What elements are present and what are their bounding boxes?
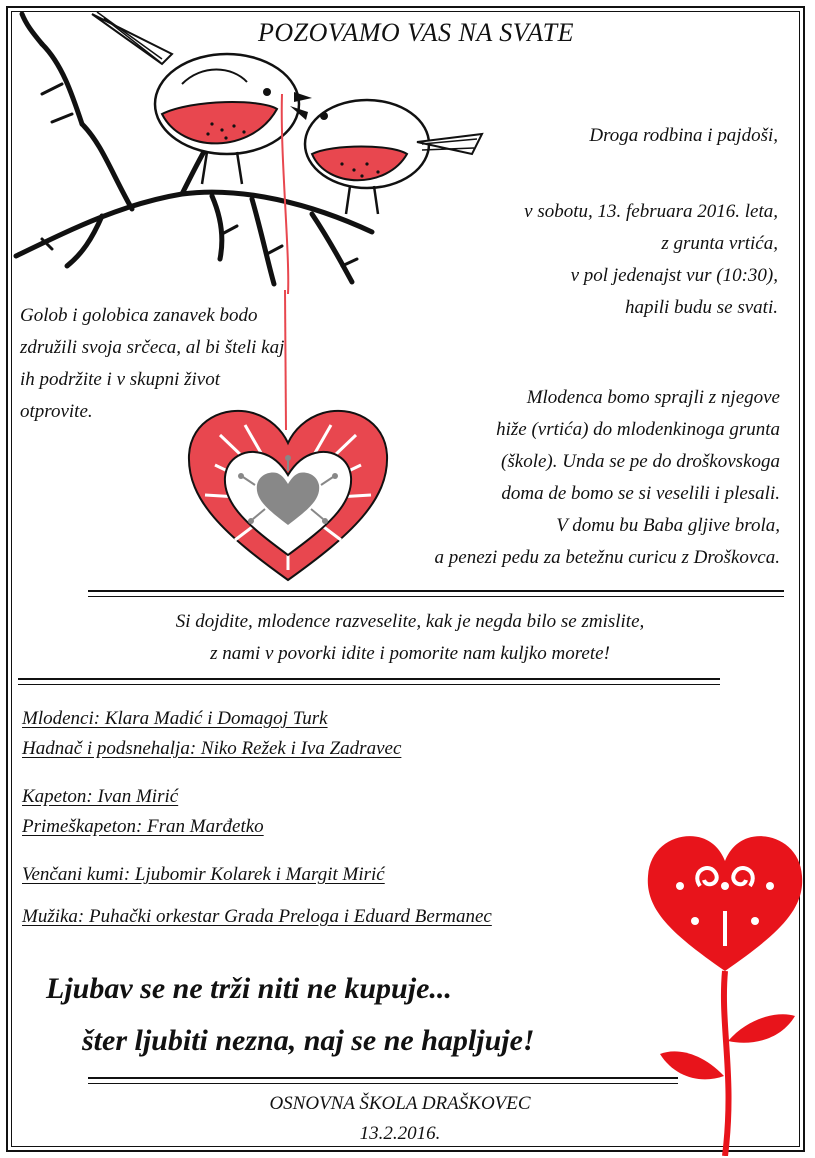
page-title: POZOVAMO VAS NA SVATE (258, 18, 574, 47)
couple-line-4: otprovite. (20, 401, 93, 422)
date-line-4: hapili budu se svati. (624, 297, 778, 318)
program-line-5: V domu bu Baba gljive brola, (556, 515, 780, 536)
couple-line-1: Golob i golobica zanavek bodo (20, 305, 258, 326)
couple-line-2: združili svoja srčeca, al bi šteli kaj (20, 337, 285, 358)
divider-2 (18, 678, 720, 680)
program-line-1: Mlodenca bomo sprajli z njegove (526, 387, 780, 408)
saying-line-2: šter ljubiti nezna, naj se ne hapljuje! (82, 1024, 535, 1057)
role-muzika: Mužika: Puhački orkestar Grada Preloga i Eduard Bermanec (22, 906, 492, 927)
saying-line-1: Ljubav se ne trži niti ne kupuje... (46, 972, 452, 1005)
heart-flower-icon (640, 826, 810, 1156)
role-kumi: Venčani kumi: Ljubomir Kolarek i Margit Mirić (22, 864, 385, 885)
invite-line-2: z nami v povorki idite i pomorite nam kuljko morete! (210, 643, 610, 664)
program-line-2: hiže (vrtića) do mlodenkinoga grunta (496, 419, 780, 440)
divider-3 (88, 1077, 678, 1079)
role-hadnac: Hadnač i podsnehalja: Niko Režek i Iva Zadravec (22, 738, 402, 759)
date-line-2: z grunta vrtića, (661, 233, 778, 254)
footer-school: OSNOVNA ŠKOLA DRAŠKOVEC (269, 1093, 531, 1114)
program-line-6: a penezi pedu za betežnu curicu z Droškovca. (434, 547, 780, 568)
divider-2b (18, 684, 720, 685)
couple-line-3: ih podržite i v skupni život (20, 369, 221, 390)
invite-line-1: Si dojdite, mlodence razveselite, kak je negda bilo se zmislite, (175, 611, 645, 632)
divider-1 (88, 590, 784, 592)
program-line-4: doma de bomo se si veselili i plesali. (501, 483, 780, 504)
divider-3b (88, 1083, 678, 1084)
role-kapeton: Kapeton: Ivan Mirić (22, 786, 179, 807)
role-couple: Mlodenci: Klara Madić i Domagoj Turk (22, 708, 328, 729)
program-line-3: (škole). Unda se pe do droškovskoga (501, 451, 780, 472)
greeting: Droga rodbina i pajdoši, (589, 125, 778, 146)
date-line-3: v pol jedenajst vur (10:30), (570, 265, 778, 286)
program-block (300, 382, 780, 574)
role-primeskapeton: Primeškapeton: Fran Marđetko (22, 816, 264, 837)
footer-date: 13.2.2016. (359, 1123, 441, 1144)
date-place-block (380, 196, 778, 324)
date-line-1: v sobotu, 13. februara 2016. leta, (524, 201, 778, 222)
divider-1b (88, 596, 784, 597)
invite-block (30, 606, 790, 670)
